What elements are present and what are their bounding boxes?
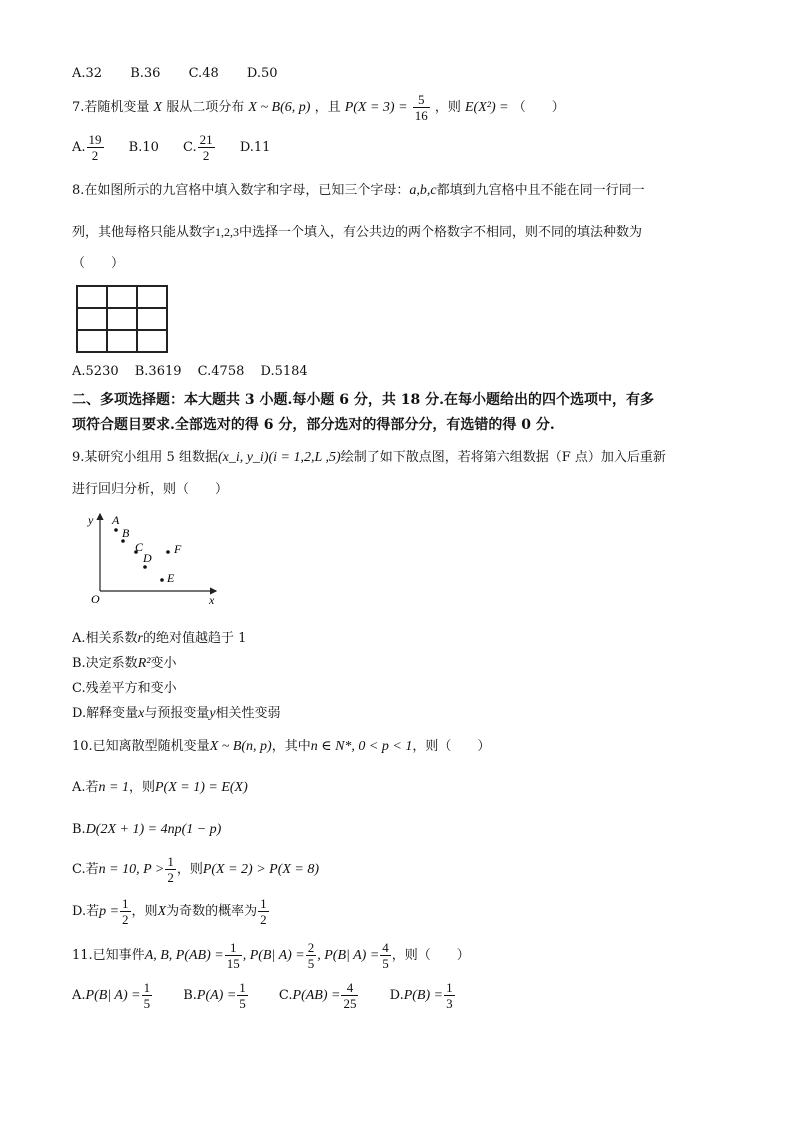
q9-option-c: C.残差平方和变小 <box>72 681 177 696</box>
point-a <box>114 528 118 532</box>
q10-option-a: A.若n = 1，则P(X = 1) = E(X) <box>72 780 248 795</box>
q7-option-d: D.11 <box>239 140 271 155</box>
q6-options <box>72 66 302 82</box>
point-label-d: D <box>143 551 152 565</box>
q7-options <box>72 130 270 166</box>
origin-label: O <box>91 592 100 606</box>
point-d <box>143 565 147 569</box>
q7-option-a: A. $\frac{19}{2}$ <box>72 132 102 163</box>
q9-option-a: A.相关系数r的绝对值越趋于 1 <box>72 631 247 646</box>
q11-option-c: C.P(AB) = $\frac{4}{25}$ <box>278 980 357 1011</box>
q10-option-d: D.若p = $\frac{1}{2}$ ，则X为奇数的概率为 $\frac{1}{2}$ <box>72 896 267 927</box>
q8-stem-line2: 列，其他每格只能从数字1,2,3中选择一个填入，有公共边的两个格数字不相同，则不同的填法种数为 <box>72 225 643 240</box>
q11-options <box>72 978 456 1014</box>
q10-option-b: B.D(2X + 1) = 4np(1 − p) <box>72 822 222 837</box>
q9-stem-line1: 9.某研究小组用 5 组数据(x_i, y_i)(i = 1,2,L ,5)绘制了如下散点图，若将第六组数据（F 点）加入后重新 <box>72 450 666 465</box>
q8-option-b: B.3619 <box>134 364 182 379</box>
q8-option-a: A.5230 <box>72 364 119 379</box>
q7-option-c: C. $\frac{21}{2}$ <box>183 132 213 163</box>
q11-option-a: A.P(B| A) = $\frac{1}{5}$ <box>72 980 151 1011</box>
q10-stem: 10.已知离散型随机变量X ~ B(n, p)，其中n ∈ N*, 0 < p < 1，则（ ） <box>72 739 491 754</box>
point-label-f: F <box>174 542 182 556</box>
y-axis-label: y <box>88 513 94 527</box>
q7-fraction: $\frac{5}{16}$ <box>414 92 428 123</box>
q8-stem-line1: 8.在如图所示的九宫格中填入数字和字母，已知三个字母：a,b,c都填到九宫格中且不能在同一行同一 <box>72 183 645 198</box>
q11-option-b: B.P(A) = $\frac{1}{5}$ <box>183 980 246 1011</box>
q6-option-b: B.36 <box>130 66 161 81</box>
section2-heading-line1: 二、多项选择题：本大题共 3 小题.每小题 6 分，共 18 分.在每小题给出的四个选项中，有多 <box>72 392 654 408</box>
q9-stem-line2: 进行回归分析，则（ ） <box>72 482 229 497</box>
q8-option-d: D.5184 <box>260 364 308 379</box>
q8-options <box>72 364 332 380</box>
q6-option-c: C.48 <box>188 66 219 81</box>
point-label-e: E <box>167 571 175 585</box>
q10-option-c: C.若n = 10, P > $\frac{1}{2}$ ，则P(X = 2) > P(X = 8) <box>72 854 320 885</box>
q8-option-c: C.4758 <box>197 364 245 379</box>
q9-option-b: B.决定系数R²变小 <box>72 656 177 671</box>
q8-stem-line3: （ ） <box>72 256 125 271</box>
point-f <box>166 550 170 554</box>
point-e <box>160 578 164 582</box>
scatter-plot-figure <box>78 508 228 612</box>
q11-option-d: D.P(B) = $\frac{1}{3}$ <box>389 980 453 1011</box>
point-label-c: C <box>135 540 144 554</box>
q7-stem: 7.若随机变量 X 服从二项分布 X ~ B(6, p) ，且 P(X = 3) = $\frac{5}{16}$ ，则 E(X²) = （ ） <box>72 92 565 123</box>
point-label-a: A <box>112 513 120 527</box>
q6-option-d: D.50 <box>246 66 278 81</box>
q9-option-d: D.解释变量x与预报变量y相关性变弱 <box>72 706 281 721</box>
nine-square-grid <box>76 285 168 353</box>
point-label-b: B <box>122 526 130 540</box>
q11-stem: 11.已知事件A, B, P(AB) = $\frac{1}{15}$ , P(B| A) = $\frac{2}{5}$ , P(B| A) = $\frac{4}{5}$ ，则（ ） <box>72 940 470 971</box>
section2-heading-line2: 项符合题目要求.全部选对的得 6 分，部分选对的得部分分，有选错的得 0 分. <box>72 417 555 433</box>
q7-option-b: B.10 <box>128 140 159 155</box>
q6-option-a: A.32 <box>72 66 103 81</box>
x-axis-label: x <box>209 593 215 607</box>
